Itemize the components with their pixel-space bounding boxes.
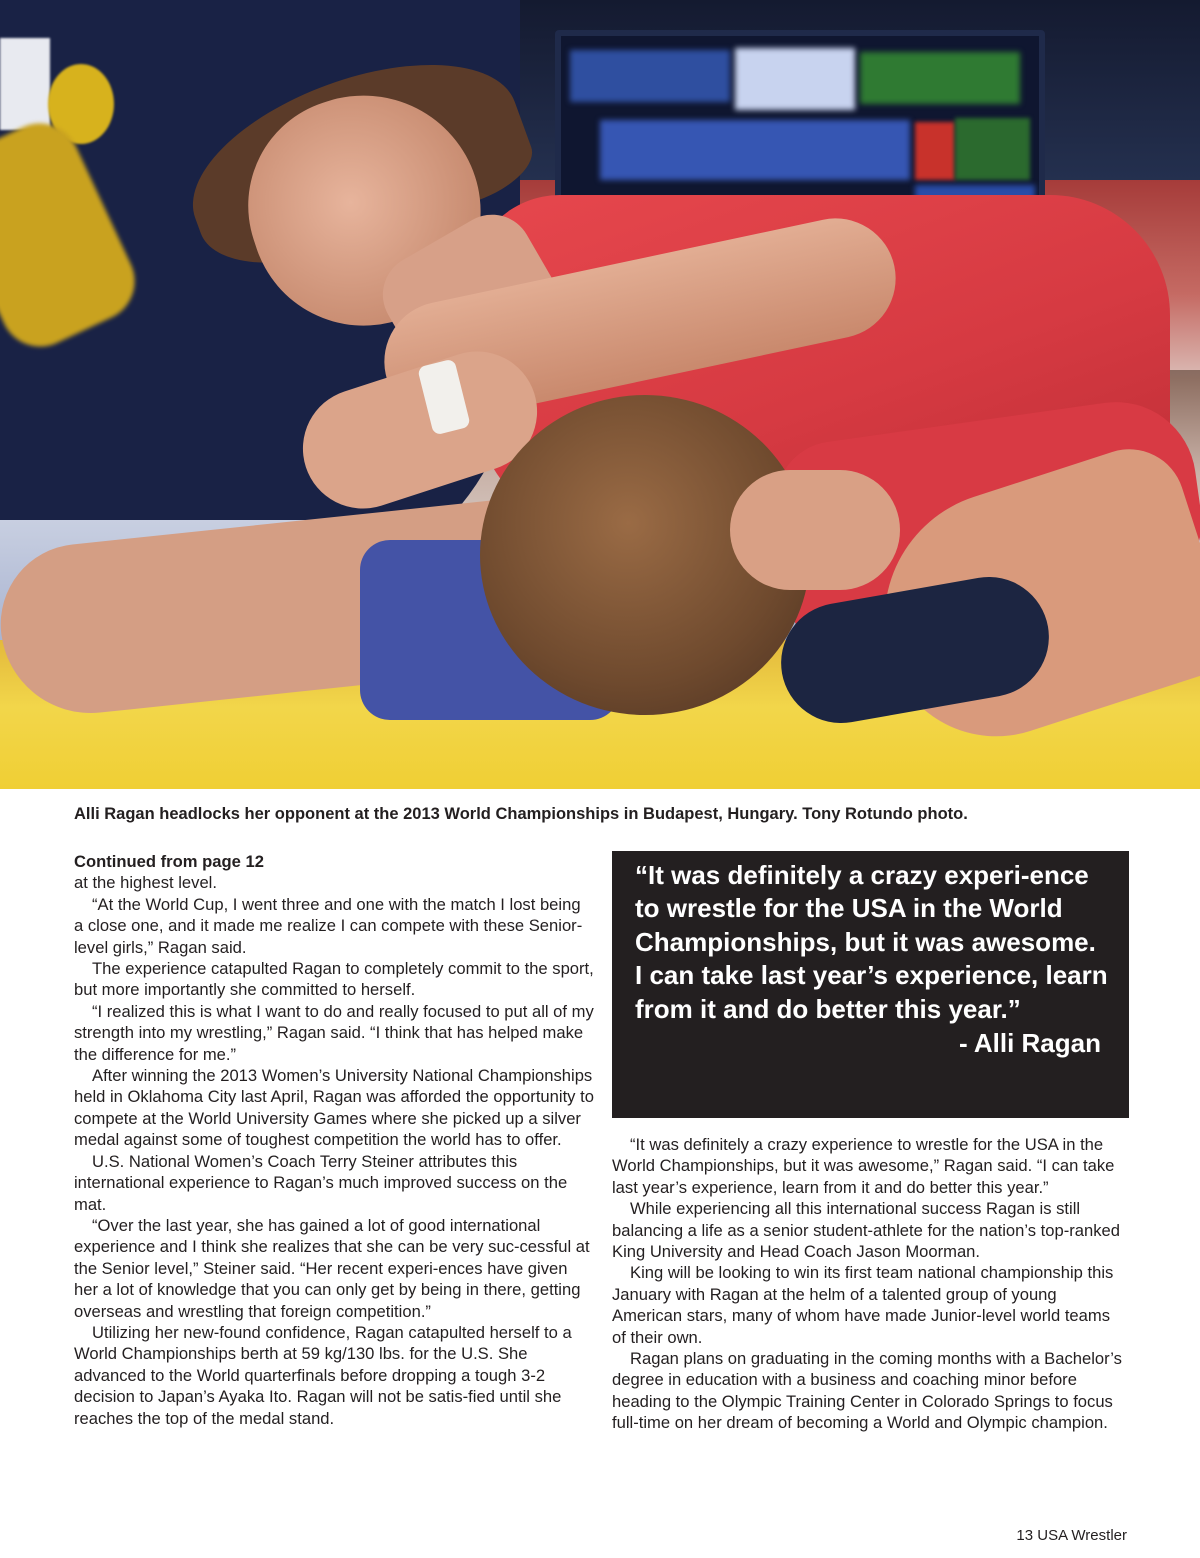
pull-quote-text: “It was definitely a crazy experi-ence to wrestle for the USA in the World Championships, but it was awesome. I can take last year’s experience, learn from it and do better this year.” [635, 860, 1108, 1024]
photo-fist [730, 470, 900, 590]
article-column-right [612, 1134, 1128, 1434]
article-paragraph: King will be looking to win its first team national championship this January with Ragan at the helm of a talented group of young American stars, many of whom have made Junior-level world teams of their own. [612, 1263, 1114, 1347]
pull-quote-attribution: - Alli Ragan [958, 1028, 1101, 1059]
article-paragraph: While experiencing all this international success Ragan is still balancing a life as a senior student-athlete for the nation’s top-ranked King University and Head Coach Jason Moorman. [612, 1199, 1120, 1262]
article-paragraph: The experience catapulted Ragan to completely commit to the sport, but more importantly she committed to herself. [74, 959, 594, 1000]
photo-scoreboard-cell [570, 50, 730, 102]
photo-scoreboard-cell [860, 52, 1020, 104]
article-paragraph: “It was definitely a crazy experience to wrestle for the USA in the World Championships, but it was awesome,” Ragan said. “I can take last year’s experience, learn from it and do better this year.” [612, 1135, 1115, 1197]
photo-credential-tag [0, 38, 50, 130]
photo-caption: Alli Ragan headlocks her opponent at the 2013 World Championships in Budapest, Hungary. Tony Rotundo photo. [74, 805, 968, 823]
article-paragraph: U.S. National Women’s Coach Terry Steiner attributes this international experience to Ragan’s much improved success on the mat. [74, 1151, 568, 1214]
photo-scoreboard-cell [600, 120, 910, 180]
article-paragraph: After winning the 2013 Women’s University National Championships held in Oklahoma City last April, Ragan was afforded the opportunity to compete at the World University Games where she picked up a silver medal against some of toughest competition the world has to offer. [74, 1066, 594, 1150]
article-column-left [74, 851, 594, 1429]
photo-scoreboard-cell [955, 118, 1030, 180]
pull-quote [612, 851, 1129, 1118]
article-paragraph: “At the World Cup, I went three and one with the match I lost being a close one, and it made me realize I can compete with these Senior-level girls,” Ragan said. [74, 894, 583, 957]
page-folio: 13 USA Wrestler [1016, 1527, 1127, 1544]
article-paragraph: Ragan plans on graduating in the coming months with a Bachelor’s degree in education with a business and coaching minor before heading to the Olympic Training Center in Colorado Springs to focus full-time on her dream of becoming a World and Olympic champion. [612, 1349, 1122, 1433]
article-paragraph: at the highest level. [74, 873, 217, 893]
photo-scoreboard-cell [915, 122, 955, 180]
article-paragraph: “Over the last year, she has gained a lot of good international experience and I think she realizes that she can be very suc-cessful at the Senior level,” Steiner said. “Her recent experi-ences have given her a lot of knowledge that you can only get by being in there, getting overseas and wrestling that foreign competition.” [74, 1215, 590, 1321]
article-paragraph: “I realized this is what I want to do and really focused to put all of my strength into my wrestling,” Ragan said. “I think that has helped make the difference for me.” [74, 1001, 594, 1064]
continued-kicker: Continued from page 12 [74, 852, 264, 871]
photo-scoreboard-cell [735, 48, 855, 110]
article-paragraph: Utilizing her new-found confidence, Ragan catapulted herself to a World Championships berth at 59 kg/130 lbs. for the U.S. She advanced to the World quarterfinals before dropping a tough 3-2 decision to Japan’s Ayaka Ito. Ragan will not be satis-fied until she reaches the top of the medal stand. [74, 1322, 572, 1428]
